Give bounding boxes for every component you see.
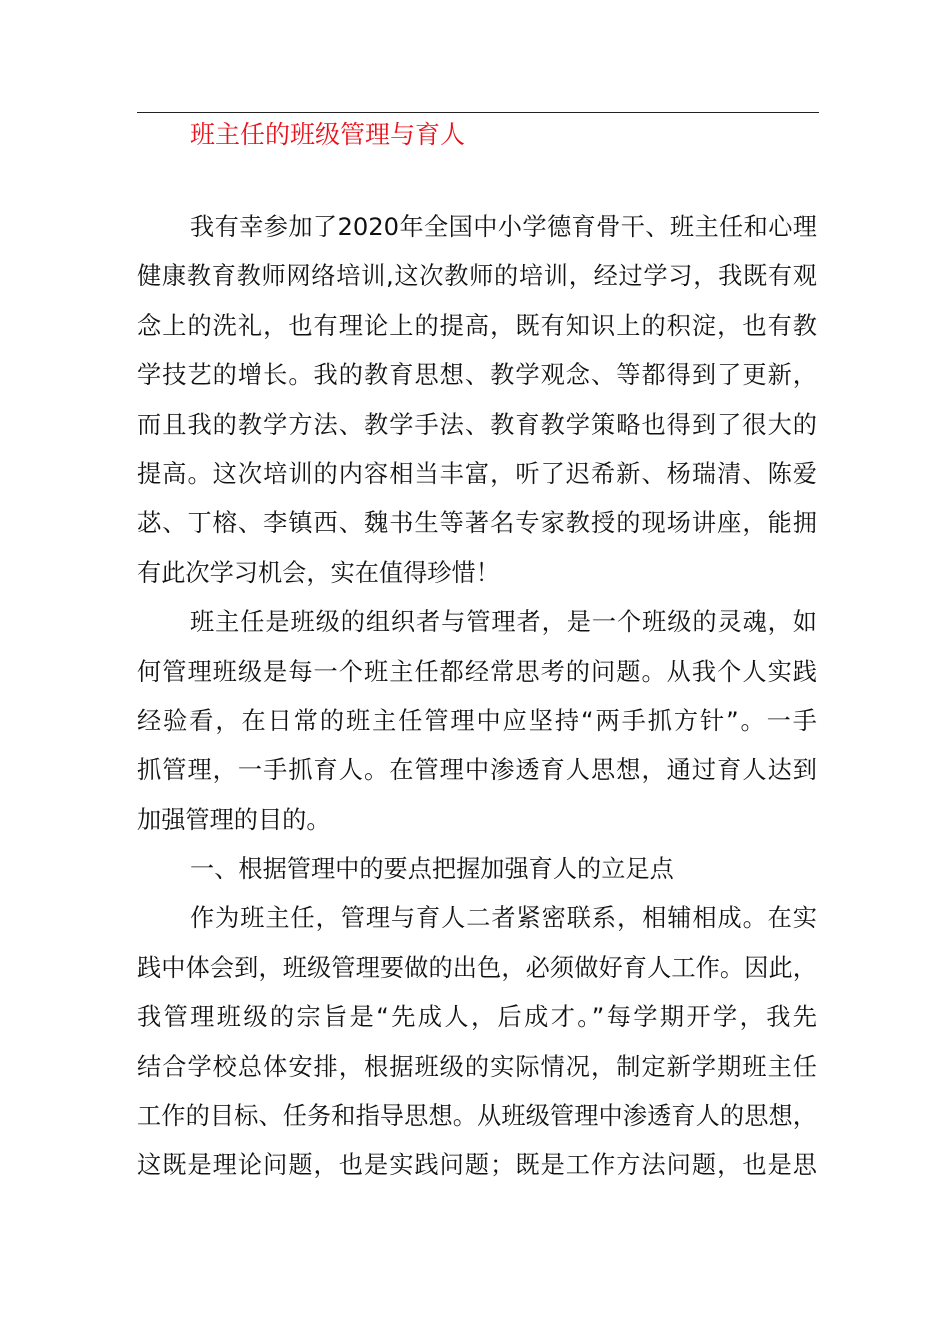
body-text-line: 健康教育教师网络培训,这次教师的培训，经过学习，我既有观 bbox=[137, 262, 817, 291]
body-text-line: 而且我的教学方法、教学手法、教育教学策略也得到了很大的 bbox=[137, 410, 817, 439]
document-title: 班主任的班级管理与育人 bbox=[190, 120, 466, 149]
body-text-line: 提高。这次培训的内容相当丰富，听了迟希新、杨瑞清、陈爱 bbox=[137, 459, 817, 488]
body-text-line: 作为班主任，管理与育人二者紧密联系，相辅相成。在实 bbox=[190, 904, 817, 933]
body-text-line: 我有幸参加了2020年全国中小学德育骨干、班主任和心理 bbox=[190, 213, 817, 241]
body-text-line: 结合学校总体安排，根据班级的实际情况，制定新学期班主任 bbox=[137, 1052, 817, 1081]
body-text-line: 何管理班级是每一个班主任都经常思考的问题。从我个人实践 bbox=[137, 657, 817, 686]
body-text-line: 我管理班级的宗旨是“先成人，后成才。”每学期开学，我先 bbox=[137, 1003, 817, 1032]
document-body bbox=[137, 203, 817, 1191]
body-text-line: 班主任是班级的组织者与管理者，是一个班级的灵魂，如 bbox=[190, 608, 817, 637]
body-text-line: 一、根据管理中的要点把握加强育人的立足点 bbox=[190, 855, 674, 884]
body-text-line: 学技艺的增长。我的教育思想、教学观念、等都得到了更新， bbox=[137, 361, 817, 390]
body-text-line: 工作的目标、任务和指导思想。从班级管理中渗透育人的思想， bbox=[137, 1102, 817, 1131]
header-rule bbox=[137, 112, 819, 113]
body-text-line: 践中体会到，班级管理要做的出色，必须做好育人工作。因此， bbox=[137, 953, 817, 982]
body-text-line: 苾、丁榕、李镇西、魏书生等著名专家教授的现场讲座，能拥 bbox=[137, 509, 817, 538]
body-text-line: 这既是理论问题，也是实践问题；既是工作方法问题，也是思 bbox=[137, 1151, 817, 1180]
body-text-line: 抓管理，一手抓育人。在管理中渗透育人思想，通过育人达到 bbox=[137, 756, 817, 785]
body-text-line: 经验看，在日常的班主任管理中应坚持“两手抓方针”。一手 bbox=[137, 706, 817, 735]
body-text-line: 有此次学习机会，实在值得珍惜！ bbox=[137, 558, 500, 587]
body-text-line: 加强管理的目的。 bbox=[137, 805, 331, 834]
body-text-line: 念上的洗礼，也有理论上的提高，既有知识上的积淀，也有教 bbox=[137, 311, 817, 340]
